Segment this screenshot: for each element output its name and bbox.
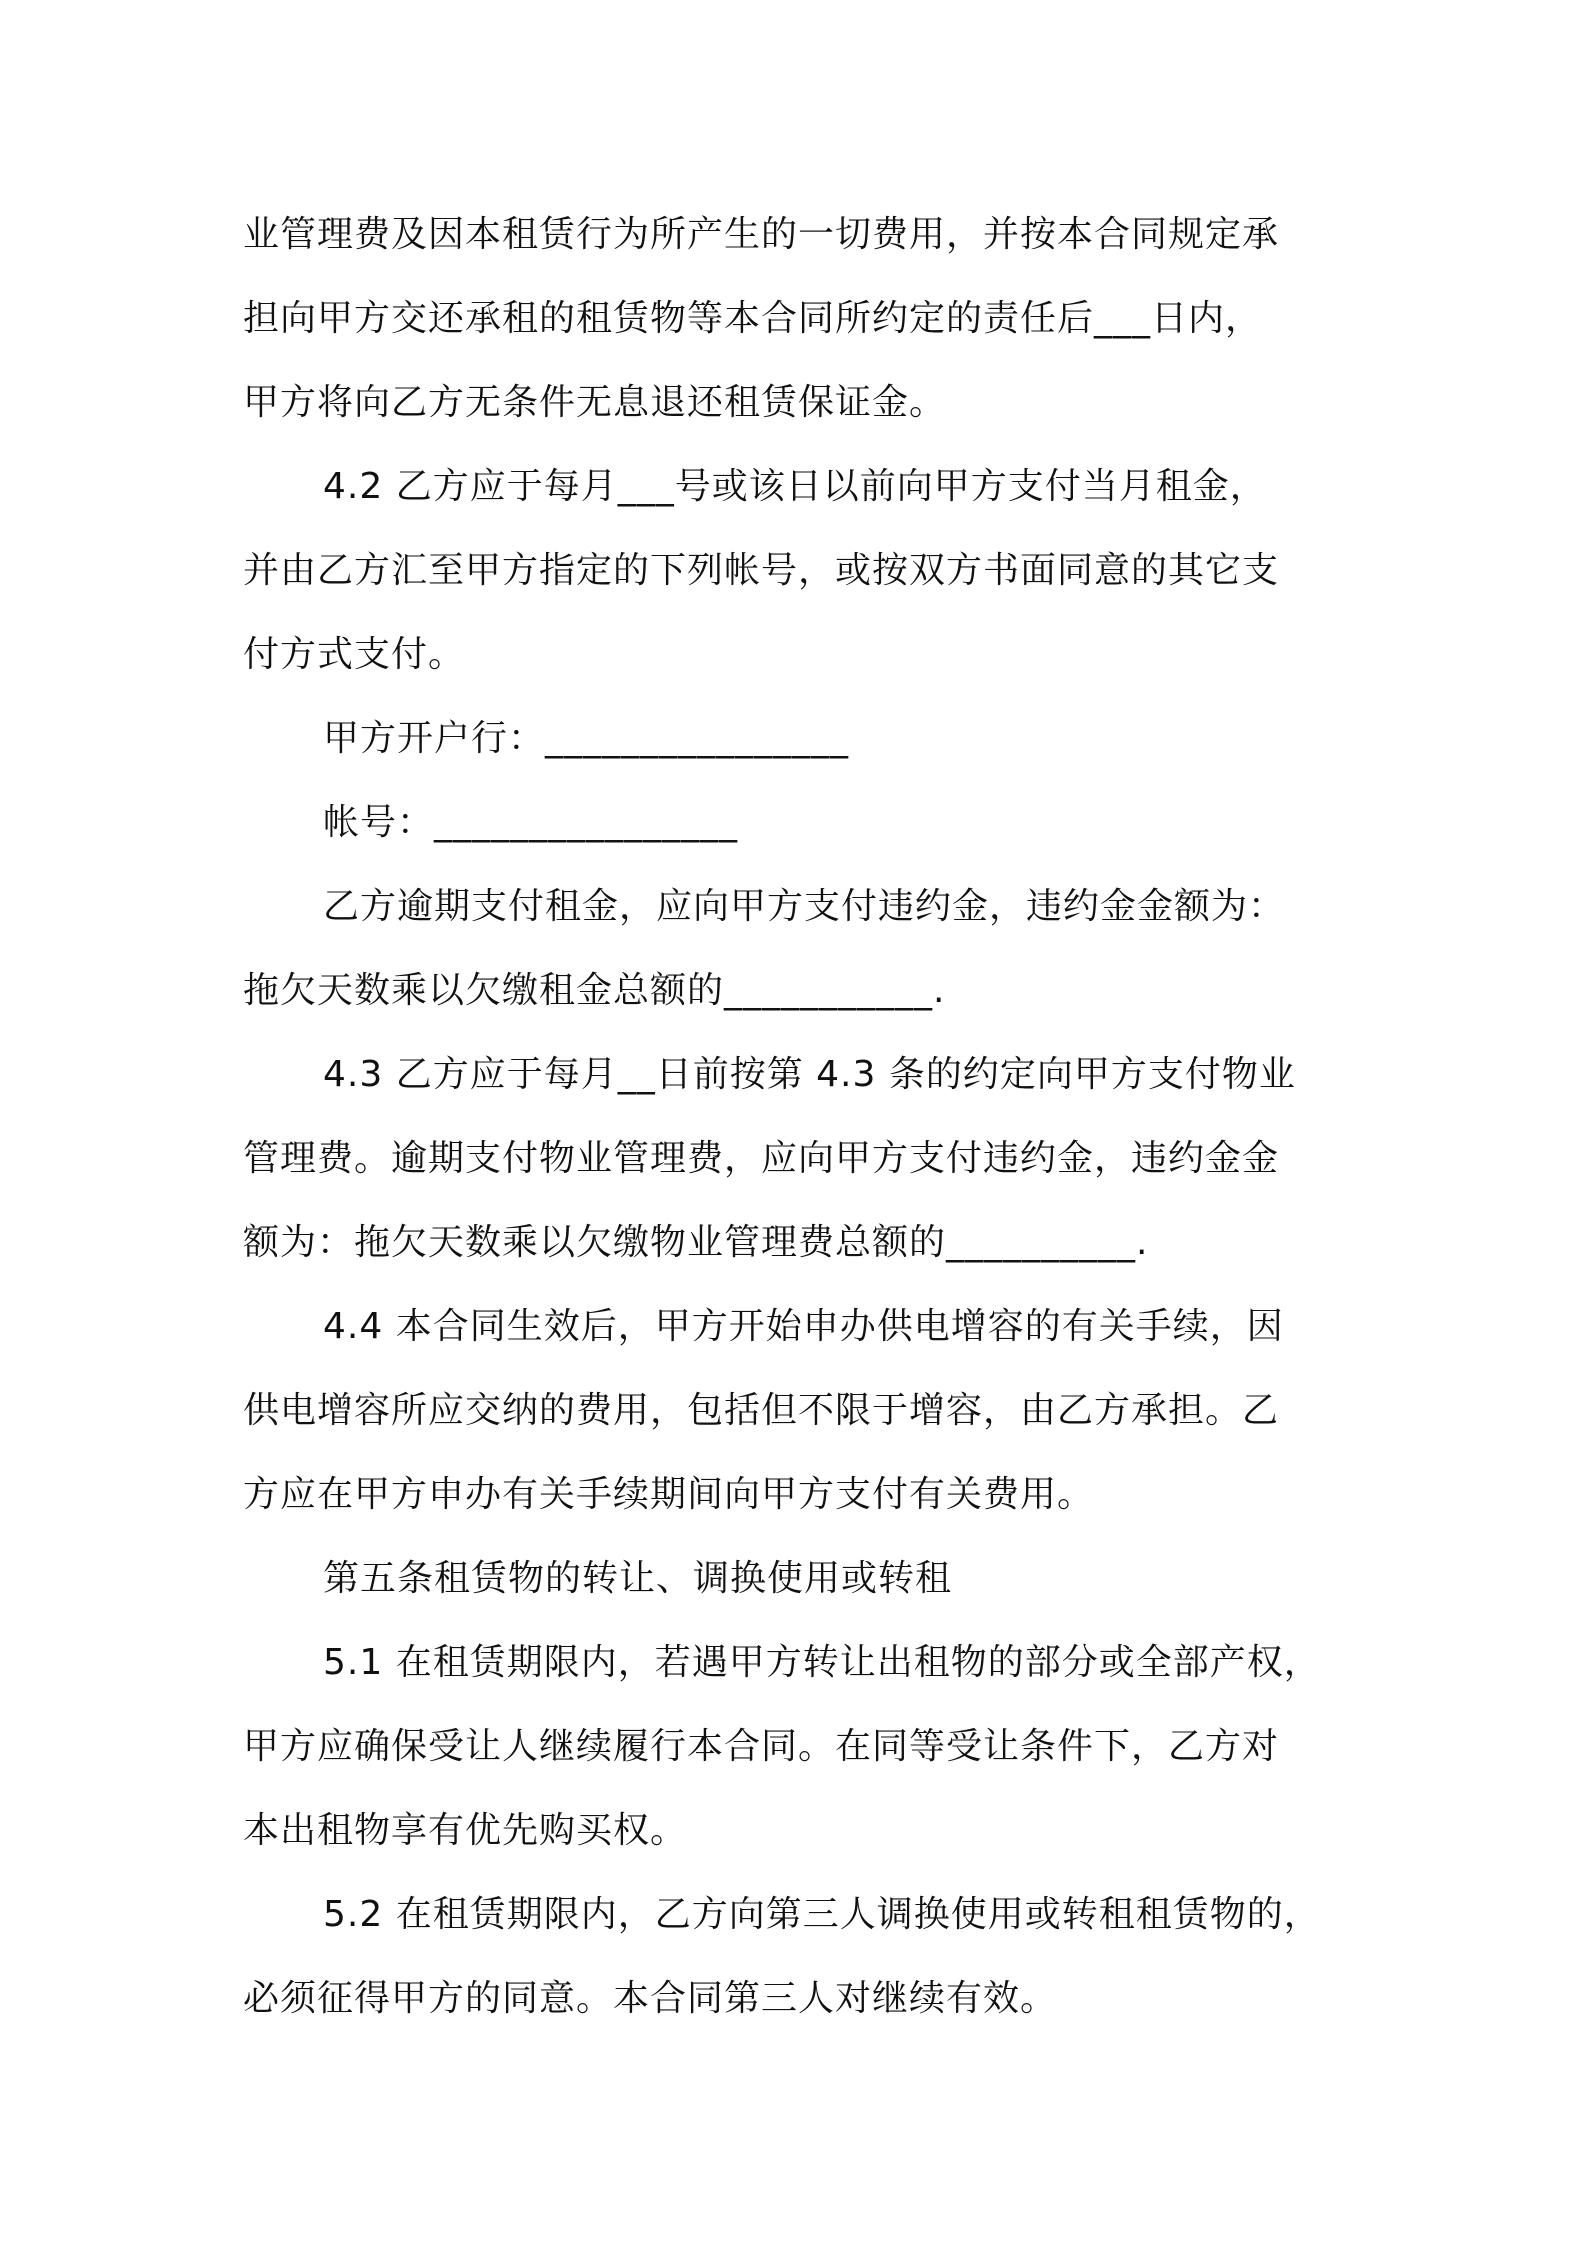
text-line: 并由乙方汇至甲方指定的下列帐号，或按双方书面同意的其它支 xyxy=(243,550,1280,591)
clause-5-1: 5.1 在租赁期限内，若遇甲方转让出租物的部分或全部产权， xyxy=(323,1642,1321,1683)
clause-4-3: 4.3 乙方应于每月__日前按第 4.3 条的约定向甲方支付物业 xyxy=(323,1054,1296,1095)
text-line: 额为：拖欠天数乘以欠缴物业管理费总额的__________. xyxy=(243,1222,1149,1263)
text-line: 甲方将向乙方无条件无息退还租赁保证金。 xyxy=(243,382,947,423)
account-field: 帐号：________________ xyxy=(323,802,739,843)
text-line: 付方式支付。 xyxy=(243,634,466,675)
text-line: 必须征得甲方的同意。本合同第三人对继续有效。 xyxy=(243,1978,1058,2019)
text-line: 业管理费及因本租赁行为所产生的一切费用，并按本合同规定承 xyxy=(243,214,1280,255)
text-line: 拖欠天数乘以欠缴租金总额的___________. xyxy=(243,970,946,1011)
clause-4-2: 4.2 乙方应于每月___号或该日以前向甲方支付当月租金， xyxy=(323,466,1267,507)
clause-5-2: 5.2 在租赁期限内，乙方向第三人调换使用或转租租赁物的， xyxy=(323,1894,1321,1935)
text-line: 本出租物享有优先购买权。 xyxy=(243,1810,688,1851)
text-line: 担向甲方交还承租的租赁物等本合同所约定的责任后___日内， xyxy=(243,298,1263,339)
text-line: 乙方逾期支付租金，应向甲方支付违约金，违约金金额为： xyxy=(323,886,1286,927)
clause-4-4: 4.4 本合同生效后，甲方开始申办供电增容的有关手续，因 xyxy=(323,1306,1284,1347)
text-line: 管理费。逾期支付物业管理费，应向甲方支付违约金，违约金金 xyxy=(243,1138,1280,1179)
bank-field: 甲方开户行：________________ xyxy=(323,718,850,759)
text-line: 甲方应确保受让人继续履行本合同。在同等受让条件下，乙方对 xyxy=(243,1726,1280,1767)
section-heading: 第五条租赁物的转让、调换使用或转租 xyxy=(323,1558,953,1599)
text-line: 方应在甲方申办有关手续期间向甲方支付有关费用。 xyxy=(243,1474,1095,1515)
text-line: 供电增容所应交纳的费用，包括但不限于增容，由乙方承担。乙 xyxy=(243,1390,1280,1431)
